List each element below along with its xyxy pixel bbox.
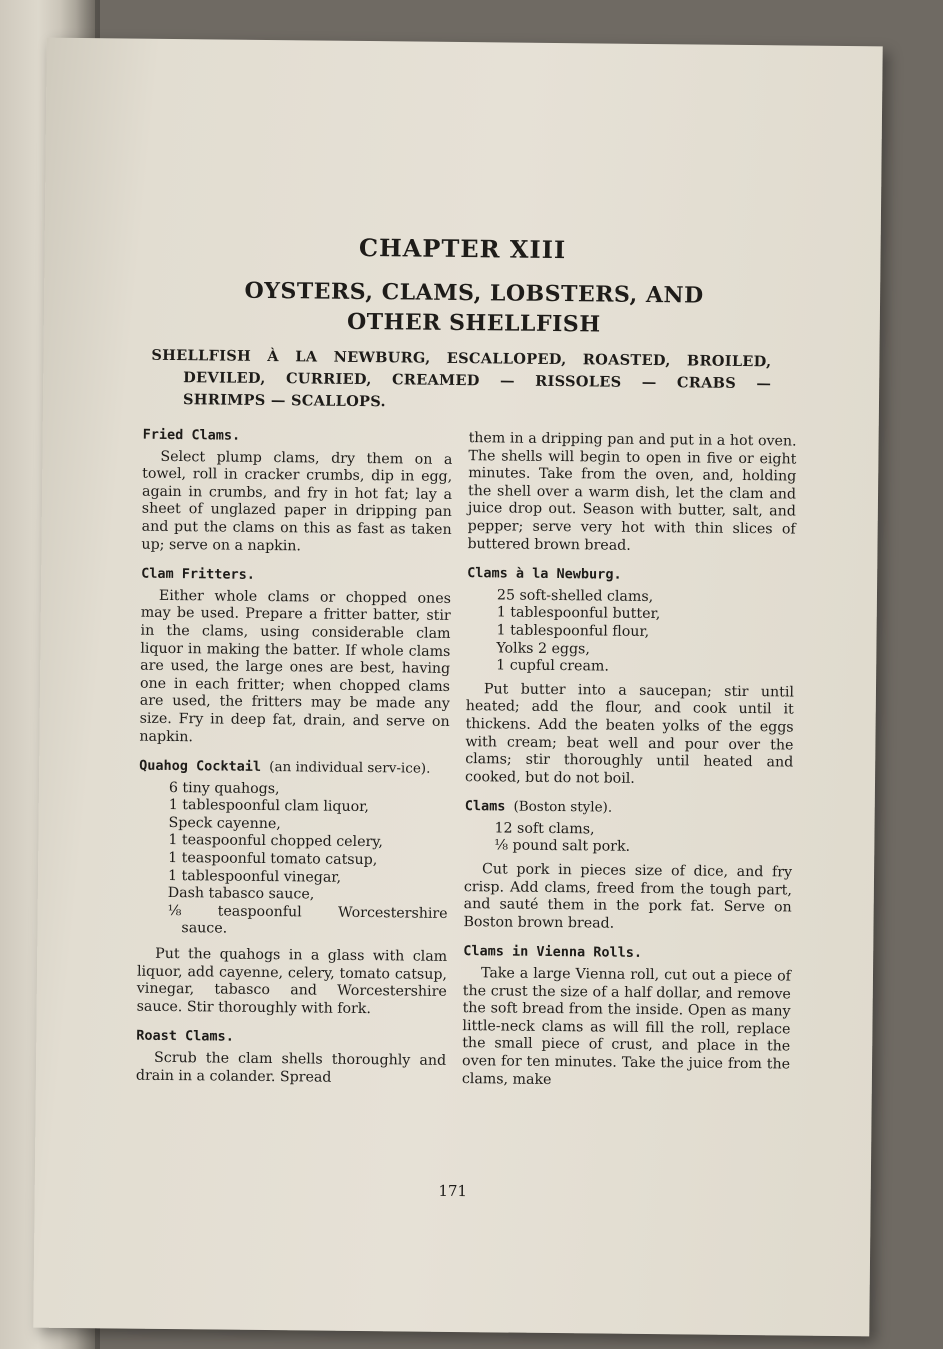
ingredient: Dash tabasco sauce, (167, 885, 315, 903)
ingredient: sauce. (181, 920, 228, 938)
right-column (462, 430, 797, 1092)
subtitle-line-2: DEVILED, CURRIED, CREAMED — RISSOLES — CRABS — (183, 369, 772, 393)
subtitle-line-3: SHRIMPS — SCALLOPS. (182, 391, 386, 411)
recipe-title-boston: Clams (464, 798, 506, 815)
ingredient-list-quahog (167, 780, 449, 941)
recipe-heading-clam-fritters: Clam Fritters. (141, 565, 256, 584)
ingredient: Speck cayenne, (168, 814, 281, 833)
recipe-body-quahog-cocktail: Put the quahogs in a glass with clam liquor, add cayenne, celery, tomato catsup, vinegar, tabasco and Worcestershire sauce. Stir thoroughly with fork. (136, 945, 448, 1017)
chapter-title (194, 275, 755, 341)
chapter-title-line-2: OTHER SHELLFISH (346, 308, 601, 338)
ingredient: 1 tablespoonful butter, (496, 604, 661, 623)
ingredient: 1 tablespoonful clam liquor, (168, 797, 370, 816)
recipe-body-roast-clams-continued: them in a dripping pan and put in a hot oven. The shells will begin to open in five or eight minutes. Take from the oven, and, holding the shell over a warm dish, let the clam and juice drop out. Season with butter, salt, and pepper; serve very hot with thin slices of buttered brown bread. (467, 430, 797, 554)
ingredient: ⅛ pound salt pork. (494, 837, 631, 856)
recipe-body-clams-newburg: Put butter into a saucepan; stir until heated; add the flour, and cook until it thickens. Add the beaten yolks of the eggs with cream; beat well and pour over the clams; stir thoroughly until heated and cooked, but do not boil. (464, 680, 795, 787)
ingredient-list-boston (494, 820, 792, 858)
recipe-heading-quahog-cocktail (139, 758, 449, 779)
recipe-heading-fried-clams: Fried Clams. (142, 426, 241, 444)
ingredient-list-newburg (496, 587, 795, 678)
ingredient: 1 tablespoonful vinegar, (167, 867, 342, 886)
ingredient: 1 tablespoonful flour, (496, 622, 650, 640)
page-content (33, 38, 882, 1337)
recipe-body-clams-vienna: Take a large Vienna roll, cut out a piece of the crust the size of a half dollar, and remove the soft bread from the inside. Open as many little-neck clams as will fill the roll, replace the small piece of crust, and place in the oven for ten minutes. Take the juice from the clams, make (461, 965, 792, 1088)
ingredient: ⅛ teaspoonful Worcestershire (167, 902, 448, 922)
recipe-title-quahog: Quahog Cocktail (139, 757, 262, 776)
ingredient: 25 soft-shelled clams, (496, 587, 654, 605)
recipe-body-clams-boston: Cut pork in pieces size of dice, and fry crisp. Add clams, freed from the tough part, and sauté them in the pork fat. Serve on Boston brown bread. (463, 861, 793, 932)
recipe-note-quahog: (an individual serv-ice). (269, 759, 431, 777)
chapter-subtitle (151, 345, 772, 417)
ingredient: 1 cupful cream. (496, 657, 609, 675)
recipe-body-fried-clams: Select plump clams, dry them on a towel, roll in cracker crumbs, dip in egg, again in crumbs, and fry in hot fat; lay a sheet of unglazed paper in dripping pan and put the clams on this as fast as taken up; serve on a napkin. (141, 448, 453, 554)
book-page (33, 38, 882, 1337)
subtitle-line-1: SHELLFISH À LA NEWBURG, ESCALLOPED, ROASTED, BROILED, (151, 346, 772, 371)
recipe-heading-clams-newburg: Clams à la Newburg. (467, 565, 622, 583)
recipe-note-boston: (Boston style). (513, 798, 613, 816)
recipe-heading-roast-clams: Roast Clams. (136, 1028, 234, 1046)
ingredient: 12 soft clams, (494, 820, 595, 838)
left-column (136, 427, 453, 1088)
recipe-body-roast-clams: Scrub the clam shells thoroughly and drain in a colander. Spread (135, 1049, 447, 1086)
ingredient: 1 teaspoonful chopped celery, (168, 832, 384, 851)
page-number: 171 (438, 1181, 468, 1201)
recipe-body-clam-fritters: Either whole clams or chopped ones may be used. Prepare a fritter batter, stir in the clams, using considerable clam liquor in making the batter. If whole clams are used, the large ones are best, having one in each fritter; when chopped clams are used, the fritters may be made any size. Fry in deep fat, drain, and serve on napkin. (139, 587, 452, 745)
ingredient: Yolks 2 eggs, (496, 639, 590, 657)
chapter-title-line-1: OYSTERS, CLAMS, LOBSTERS, AND (244, 277, 704, 309)
recipe-heading-clams-boston (465, 798, 793, 819)
ingredient: 1 teaspoonful tomato catsup, (168, 850, 378, 869)
ingredient: 6 tiny quahogs, (168, 779, 280, 797)
chapter-heading: CHAPTER XIII (358, 232, 567, 265)
recipe-heading-clams-vienna: Clams in Vienna Rolls. (463, 943, 643, 962)
